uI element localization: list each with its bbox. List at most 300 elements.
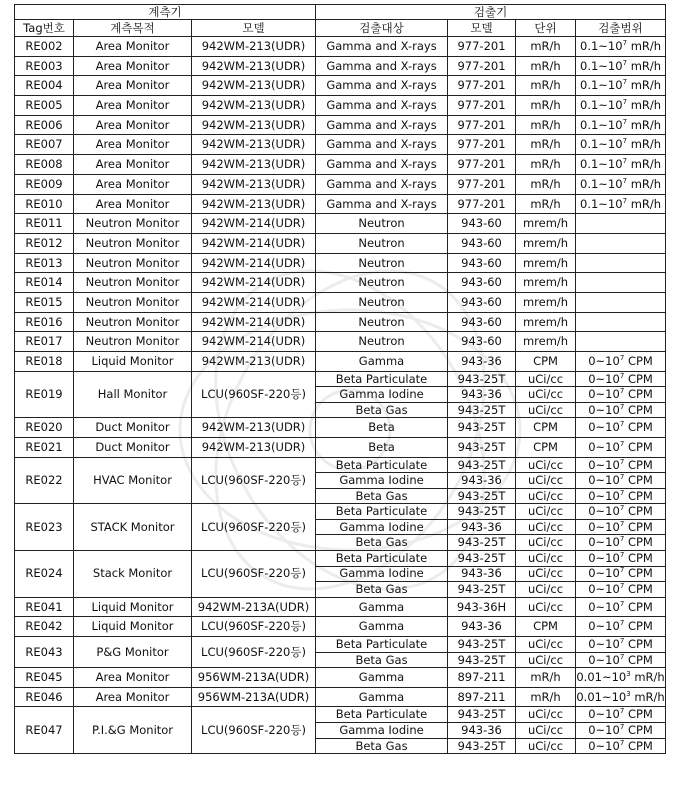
range-base: 0~10 bbox=[588, 440, 620, 455]
cell-target: Neutron bbox=[316, 332, 448, 352]
table-row bbox=[15, 617, 666, 637]
cell-unit: uCi/cc bbox=[516, 723, 576, 739]
cell-detector-model: 943-36 bbox=[448, 566, 516, 582]
cell-detector-model: 943-60 bbox=[448, 214, 516, 234]
range-exponent: 7 bbox=[619, 354, 625, 363]
range-unit: CPM bbox=[627, 440, 653, 455]
cell-tag: RE015 bbox=[15, 292, 74, 312]
range-base: 0~10 bbox=[588, 582, 620, 597]
cell-tag: RE009 bbox=[15, 174, 74, 194]
cell-range bbox=[576, 519, 666, 535]
range-unit: mR/h bbox=[630, 58, 662, 73]
cell-range bbox=[576, 668, 666, 688]
cell-tag: RE042 bbox=[15, 617, 74, 637]
table-row bbox=[15, 214, 666, 234]
cell-target: Neutron bbox=[316, 273, 448, 293]
range-exponent: 7 bbox=[619, 535, 625, 544]
cell-purpose: Hall Monitor bbox=[74, 371, 192, 418]
cell-detector-model: 977-201 bbox=[448, 96, 516, 116]
cell-target: Gamma bbox=[316, 597, 448, 617]
cell-detector-model: 977-201 bbox=[448, 56, 516, 76]
cell-target: Neutron bbox=[316, 253, 448, 273]
range-unit: CPM bbox=[627, 566, 653, 581]
cell-detector-model: 943-25T bbox=[448, 504, 516, 520]
cell-model: 942WM-213(UDR) bbox=[192, 56, 316, 76]
cell-unit: uCi/cc bbox=[516, 550, 576, 566]
cell-purpose: Liquid Monitor bbox=[74, 597, 192, 617]
cell-detector-model: 943-25T bbox=[448, 418, 516, 438]
cell-range bbox=[576, 707, 666, 723]
table-row bbox=[15, 312, 666, 332]
table-row bbox=[15, 56, 666, 76]
cell-unit: mR/h bbox=[516, 115, 576, 135]
range-exponent: 7 bbox=[622, 78, 628, 87]
cell-range bbox=[576, 37, 666, 57]
cell-tag: RE011 bbox=[15, 214, 74, 234]
cell-tag: RE005 bbox=[15, 96, 74, 116]
range-base: 0.1~10 bbox=[580, 78, 623, 93]
range-unit: CPM bbox=[627, 420, 653, 435]
range-exponent: 3 bbox=[626, 670, 631, 679]
cell-tag: RE006 bbox=[15, 115, 74, 135]
cell-model: 956WM-213A(UDR) bbox=[192, 668, 316, 688]
cell-unit: uCi/cc bbox=[516, 457, 576, 473]
cell-target: Neutron bbox=[316, 292, 448, 312]
cell-unit: uCi/cc bbox=[516, 597, 576, 617]
cell-purpose: Duct Monitor bbox=[74, 438, 192, 458]
cell-unit: uCi/cc bbox=[516, 637, 576, 653]
range-base: 0~10 bbox=[588, 488, 620, 503]
range-base: 0~10 bbox=[588, 519, 620, 534]
cell-tag: RE008 bbox=[15, 155, 74, 175]
cell-unit: uCi/cc bbox=[516, 402, 576, 418]
cell-target: Gamma and X-rays bbox=[316, 194, 448, 214]
cell-detector-model: 897-211 bbox=[448, 687, 516, 707]
cell-target: Beta Particulate bbox=[316, 550, 448, 566]
cell-tag: RE045 bbox=[15, 668, 74, 688]
range-exponent: 7 bbox=[619, 599, 625, 608]
cell-range bbox=[576, 174, 666, 194]
range-exponent: 7 bbox=[619, 722, 625, 731]
cell-unit: mrem/h bbox=[516, 273, 576, 293]
table-row bbox=[15, 550, 666, 566]
cell-model: 942WM-213(UDR) bbox=[192, 115, 316, 135]
cell-detector-model: 977-201 bbox=[448, 155, 516, 175]
cell-range bbox=[576, 457, 666, 473]
range-base: 0~10 bbox=[588, 707, 620, 722]
cell-range bbox=[576, 488, 666, 504]
cell-unit: uCi/cc bbox=[516, 535, 576, 551]
cell-detector-model: 943-36 bbox=[448, 387, 516, 403]
range-unit: CPM bbox=[627, 636, 653, 651]
cell-range bbox=[576, 312, 666, 332]
cell-model: LCU(960SF-220등) bbox=[192, 617, 316, 637]
range-exponent: 7 bbox=[619, 473, 625, 482]
cell-detector-model: 977-201 bbox=[448, 174, 516, 194]
range-unit: mR/h bbox=[630, 98, 662, 113]
range-exponent: 7 bbox=[622, 137, 628, 146]
range-base: 0~10 bbox=[588, 550, 620, 565]
cell-purpose: STACK Monitor bbox=[74, 504, 192, 551]
cell-unit: uCi/cc bbox=[516, 371, 576, 387]
range-exponent: 7 bbox=[622, 176, 628, 185]
cell-purpose: Neutron Monitor bbox=[74, 214, 192, 234]
cell-range bbox=[576, 402, 666, 418]
cell-target: Gamma bbox=[316, 352, 448, 372]
cell-tag: RE046 bbox=[15, 687, 74, 707]
table-row bbox=[15, 637, 666, 653]
cell-range bbox=[576, 738, 666, 754]
range-unit: CPM bbox=[627, 652, 653, 667]
cell-model: 942WM-213(UDR) bbox=[192, 418, 316, 438]
cell-range bbox=[576, 96, 666, 116]
cell-tag: RE014 bbox=[15, 273, 74, 293]
cell-range bbox=[576, 56, 666, 76]
range-unit: CPM bbox=[627, 402, 653, 417]
cell-unit: uCi/cc bbox=[516, 652, 576, 668]
header-group-instrument: 계측기 bbox=[15, 5, 316, 20]
header-tag: Tag번호 bbox=[15, 20, 74, 37]
cell-model: LCU(960SF-220등) bbox=[192, 457, 316, 504]
cell-tag: RE041 bbox=[15, 597, 74, 617]
cell-purpose: Area Monitor bbox=[74, 668, 192, 688]
cell-detector-model: 943-60 bbox=[448, 292, 516, 312]
range-exponent: 7 bbox=[619, 457, 625, 466]
range-base: 0~10 bbox=[588, 619, 620, 634]
table-row bbox=[15, 597, 666, 617]
cell-model: LCU(960SF-220등) bbox=[192, 550, 316, 597]
cell-purpose: Area Monitor bbox=[74, 155, 192, 175]
table-row bbox=[15, 96, 666, 116]
cell-range bbox=[576, 115, 666, 135]
range-exponent: 7 bbox=[622, 58, 628, 67]
table-row bbox=[15, 292, 666, 312]
cell-target: Gamma Iodine bbox=[316, 723, 448, 739]
cell-purpose: Area Monitor bbox=[74, 135, 192, 155]
table-row bbox=[15, 438, 666, 458]
cell-range bbox=[576, 155, 666, 175]
cell-detector-model: 977-201 bbox=[448, 135, 516, 155]
range-exponent: 7 bbox=[622, 196, 628, 205]
cell-purpose: Area Monitor bbox=[74, 56, 192, 76]
table-row bbox=[15, 115, 666, 135]
cell-range bbox=[576, 194, 666, 214]
header-purpose: 계측목적 bbox=[74, 20, 192, 37]
cell-detector-model: 943-60 bbox=[448, 312, 516, 332]
cell-detector-model: 943-36 bbox=[448, 519, 516, 535]
cell-unit: mR/h bbox=[516, 96, 576, 116]
cell-unit: CPM bbox=[516, 617, 576, 637]
range-unit: CPM bbox=[627, 488, 653, 503]
cell-unit: uCi/cc bbox=[516, 387, 576, 403]
range-base: 0~10 bbox=[588, 420, 620, 435]
range-unit: CPM bbox=[627, 722, 653, 737]
cell-detector-model: 977-201 bbox=[448, 115, 516, 135]
cell-model: 942WM-213(UDR) bbox=[192, 96, 316, 116]
cell-detector-model: 977-201 bbox=[448, 37, 516, 57]
range-base: 0.1~10 bbox=[580, 157, 623, 172]
cell-purpose: Area Monitor bbox=[74, 687, 192, 707]
cell-unit: mrem/h bbox=[516, 332, 576, 352]
header-range: 검출범위 bbox=[576, 20, 666, 37]
cell-range bbox=[576, 637, 666, 653]
cell-model: 956WM-213A(UDR) bbox=[192, 687, 316, 707]
range-unit: mR/h bbox=[630, 78, 662, 93]
cell-detector-model: 943-60 bbox=[448, 233, 516, 253]
cell-unit: mR/h bbox=[516, 194, 576, 214]
range-exponent: 7 bbox=[622, 157, 628, 166]
range-base: 0~10 bbox=[588, 566, 620, 581]
table-row bbox=[15, 707, 666, 723]
cell-tag: RE018 bbox=[15, 352, 74, 372]
cell-detector-model: 897-211 bbox=[448, 668, 516, 688]
cell-unit: mR/h bbox=[516, 174, 576, 194]
range-base: 0~10 bbox=[588, 535, 620, 550]
range-exponent: 7 bbox=[619, 371, 625, 380]
range-unit: CPM bbox=[627, 582, 653, 597]
cell-purpose: Duct Monitor bbox=[74, 418, 192, 438]
cell-model: 942WM-213(UDR) bbox=[192, 194, 316, 214]
cell-purpose: HVAC Monitor bbox=[74, 457, 192, 504]
cell-model: 942WM-213(UDR) bbox=[192, 76, 316, 96]
cell-range bbox=[576, 418, 666, 438]
cell-model: LCU(960SF-220등) bbox=[192, 371, 316, 418]
cell-unit: CPM bbox=[516, 418, 576, 438]
cell-target: Gamma bbox=[316, 668, 448, 688]
cell-detector-model: 943-25T bbox=[448, 582, 516, 598]
cell-detector-model: 943-25T bbox=[448, 550, 516, 566]
cell-tag: RE023 bbox=[15, 504, 74, 551]
cell-target: Gamma and X-rays bbox=[316, 96, 448, 116]
table-row bbox=[15, 332, 666, 352]
range-unit: CPM bbox=[627, 707, 653, 722]
range-exponent: 7 bbox=[619, 707, 625, 716]
cell-range bbox=[576, 371, 666, 387]
cell-tag: RE004 bbox=[15, 76, 74, 96]
cell-detector-model: 943-25T bbox=[448, 371, 516, 387]
range-base: 0.1~10 bbox=[580, 196, 623, 211]
cell-target: Neutron bbox=[316, 214, 448, 234]
cell-range bbox=[576, 135, 666, 155]
range-base: 0~10 bbox=[588, 387, 620, 402]
cell-range bbox=[576, 723, 666, 739]
table-row bbox=[15, 37, 666, 57]
cell-purpose: Neutron Monitor bbox=[74, 253, 192, 273]
cell-unit: uCi/cc bbox=[516, 488, 576, 504]
cell-target: Gamma and X-rays bbox=[316, 135, 448, 155]
cell-detector-model: 943-36 bbox=[448, 352, 516, 372]
table-row bbox=[15, 155, 666, 175]
table-row bbox=[15, 194, 666, 214]
cell-target: Neutron bbox=[316, 233, 448, 253]
cell-target: Gamma and X-rays bbox=[316, 37, 448, 57]
cell-target: Beta Particulate bbox=[316, 637, 448, 653]
cell-model: LCU(960SF-220등) bbox=[192, 707, 316, 754]
cell-tag: RE021 bbox=[15, 438, 74, 458]
cell-tag: RE002 bbox=[15, 37, 74, 57]
cell-unit: CPM bbox=[516, 438, 576, 458]
cell-unit: uCi/cc bbox=[516, 582, 576, 598]
radiation-monitor-table bbox=[14, 4, 666, 754]
cell-range bbox=[576, 566, 666, 582]
header-model: 모델 bbox=[192, 20, 316, 37]
range-exponent: 7 bbox=[619, 420, 625, 429]
range-exponent: 7 bbox=[619, 652, 625, 661]
range-exponent: 7 bbox=[619, 440, 625, 449]
cell-target: Gamma and X-rays bbox=[316, 76, 448, 96]
cell-tag: RE020 bbox=[15, 418, 74, 438]
range-unit: mR/h bbox=[630, 157, 662, 172]
range-base: 0.1~10 bbox=[580, 176, 623, 191]
range-exponent: 7 bbox=[622, 39, 628, 48]
cell-tag: RE007 bbox=[15, 135, 74, 155]
range-unit: CPM bbox=[627, 473, 653, 488]
cell-unit: uCi/cc bbox=[516, 566, 576, 582]
cell-range bbox=[576, 550, 666, 566]
range-exponent: 7 bbox=[619, 387, 625, 396]
cell-tag: RE047 bbox=[15, 707, 74, 754]
cell-range bbox=[576, 617, 666, 637]
cell-unit: mR/h bbox=[516, 687, 576, 707]
range-unit: mR/h bbox=[634, 689, 665, 704]
cell-target: Beta Particulate bbox=[316, 504, 448, 520]
cell-purpose: Liquid Monitor bbox=[74, 617, 192, 637]
cell-tag: RE043 bbox=[15, 637, 74, 668]
cell-purpose: Neutron Monitor bbox=[74, 292, 192, 312]
cell-unit: mR/h bbox=[516, 37, 576, 57]
table-row bbox=[15, 371, 666, 387]
range-base: 0~10 bbox=[588, 354, 620, 369]
cell-model: 942WM-214(UDR) bbox=[192, 253, 316, 273]
cell-unit: mrem/h bbox=[516, 253, 576, 273]
cell-detector-model: 943-25T bbox=[448, 488, 516, 504]
range-unit: mR/h bbox=[630, 117, 662, 132]
cell-unit: mrem/h bbox=[516, 214, 576, 234]
range-base: 0~10 bbox=[588, 636, 620, 651]
header-target: 검출대상 bbox=[316, 20, 448, 37]
cell-model: 942WM-213(UDR) bbox=[192, 155, 316, 175]
range-unit: CPM bbox=[627, 504, 653, 519]
table-row bbox=[15, 352, 666, 372]
cell-detector-model: 943-36H bbox=[448, 597, 516, 617]
cell-detector-model: 943-25T bbox=[448, 652, 516, 668]
range-base: 0.1~10 bbox=[580, 117, 623, 132]
range-base: 0.1~10 bbox=[580, 137, 623, 152]
cell-tag: RE003 bbox=[15, 56, 74, 76]
cell-unit: uCi/cc bbox=[516, 504, 576, 520]
cell-purpose: Neutron Monitor bbox=[74, 332, 192, 352]
table-row bbox=[15, 174, 666, 194]
cell-unit: mR/h bbox=[516, 56, 576, 76]
cell-detector-model: 943-25T bbox=[448, 438, 516, 458]
cell-target: Gamma Iodine bbox=[316, 387, 448, 403]
table-row bbox=[15, 668, 666, 688]
cell-model: 942WM-214(UDR) bbox=[192, 273, 316, 293]
header-unit: 단위 bbox=[516, 20, 576, 37]
cell-range bbox=[576, 387, 666, 403]
cell-unit: mrem/h bbox=[516, 233, 576, 253]
table-row bbox=[15, 233, 666, 253]
cell-range bbox=[576, 504, 666, 520]
range-unit: mR/h bbox=[630, 137, 662, 152]
range-unit: mR/h bbox=[630, 196, 662, 211]
cell-target: Beta Particulate bbox=[316, 457, 448, 473]
range-unit: mR/h bbox=[634, 670, 665, 685]
cell-unit: mR/h bbox=[516, 668, 576, 688]
cell-detector-model: 943-25T bbox=[448, 535, 516, 551]
cell-detector-model: 943-36 bbox=[448, 473, 516, 489]
table-row bbox=[15, 457, 666, 473]
range-base: 0~10 bbox=[588, 722, 620, 737]
range-exponent: 7 bbox=[619, 504, 625, 513]
cell-range bbox=[576, 652, 666, 668]
range-unit: CPM bbox=[627, 387, 653, 402]
cell-purpose: Area Monitor bbox=[74, 174, 192, 194]
range-unit: CPM bbox=[627, 550, 653, 565]
range-unit: CPM bbox=[627, 619, 653, 634]
cell-tag: RE013 bbox=[15, 253, 74, 273]
cell-detector-model: 943-36 bbox=[448, 723, 516, 739]
cell-purpose: P.I.&G Monitor bbox=[74, 707, 192, 754]
cell-range bbox=[576, 535, 666, 551]
cell-range bbox=[576, 76, 666, 96]
range-unit: CPM bbox=[627, 599, 653, 614]
cell-purpose: Area Monitor bbox=[74, 194, 192, 214]
cell-model: 942WM-214(UDR) bbox=[192, 312, 316, 332]
cell-target: Beta Gas bbox=[316, 535, 448, 551]
cell-detector-model: 943-25T bbox=[448, 738, 516, 754]
cell-target: Beta Gas bbox=[316, 652, 448, 668]
cell-tag: RE022 bbox=[15, 457, 74, 504]
range-exponent: 7 bbox=[619, 566, 625, 575]
table-row bbox=[15, 418, 666, 438]
table-row bbox=[15, 273, 666, 293]
cell-target: Gamma and X-rays bbox=[316, 56, 448, 76]
cell-target: Gamma Iodine bbox=[316, 473, 448, 489]
cell-unit: mrem/h bbox=[516, 312, 576, 332]
range-base: 0~10 bbox=[588, 402, 620, 417]
cell-detector-model: 977-201 bbox=[448, 76, 516, 96]
cell-purpose: Area Monitor bbox=[74, 37, 192, 57]
cell-target: Gamma bbox=[316, 687, 448, 707]
table-row bbox=[15, 253, 666, 273]
range-unit: CPM bbox=[627, 738, 653, 753]
cell-target: Gamma Iodine bbox=[316, 566, 448, 582]
range-exponent: 7 bbox=[619, 402, 625, 411]
cell-purpose: Neutron Monitor bbox=[74, 233, 192, 253]
range-base: 0~10 bbox=[588, 652, 620, 667]
cell-purpose: Area Monitor bbox=[74, 76, 192, 96]
range-base: 0~10 bbox=[588, 599, 620, 614]
cell-detector-model: 943-25T bbox=[448, 457, 516, 473]
cell-detector-model: 943-25T bbox=[448, 707, 516, 723]
cell-tag: RE017 bbox=[15, 332, 74, 352]
cell-range bbox=[576, 253, 666, 273]
range-exponent: 7 bbox=[619, 582, 625, 591]
cell-unit: mrem/h bbox=[516, 292, 576, 312]
cell-target: Beta Gas bbox=[316, 488, 448, 504]
range-unit: mR/h bbox=[630, 39, 662, 54]
cell-range bbox=[576, 332, 666, 352]
table-row bbox=[15, 76, 666, 96]
range-exponent: 7 bbox=[619, 519, 625, 528]
cell-unit: mR/h bbox=[516, 76, 576, 96]
cell-purpose: Area Monitor bbox=[74, 115, 192, 135]
cell-purpose: Neutron Monitor bbox=[74, 273, 192, 293]
cell-model: 942WM-213(UDR) bbox=[192, 37, 316, 57]
range-unit: CPM bbox=[627, 519, 653, 534]
cell-unit: uCi/cc bbox=[516, 473, 576, 489]
